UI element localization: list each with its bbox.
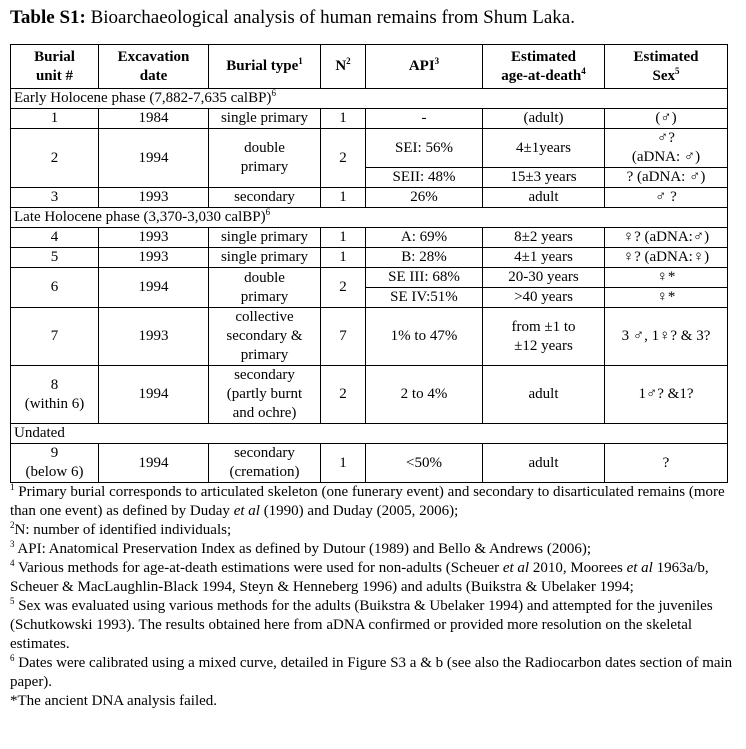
cell-date: 1994	[99, 129, 209, 188]
header-row	[11, 45, 728, 89]
table-row	[11, 188, 728, 208]
footnote-1: $^1$ Primary burial corresponds to articulated skeleton (one funerary event) and secondary to disarticulated remains (more than one event) as defined by Duday et al (1990) and Duday (2005, 2006);	[10, 482, 725, 519]
cell-age: from ±1 to ±12 years	[483, 308, 605, 366]
cell-date: 1993	[99, 248, 209, 268]
cell-api: SE III: 68%	[366, 268, 483, 288]
cell-age: adult	[483, 444, 605, 483]
caption-label: Table S1:	[10, 7, 86, 28]
header-excavation-date: Excavation date	[99, 45, 209, 89]
table-caption	[10, 6, 575, 30]
cell-type: double primary	[209, 268, 321, 308]
header-age-at-death: Estimated age-at-death$^4$	[483, 45, 605, 89]
cell-age: 15±3 years	[483, 168, 605, 188]
cell-api: A: 69%	[366, 228, 483, 248]
header-api: API$^3$	[366, 45, 483, 89]
cell-age: 8±2 years	[483, 228, 605, 248]
cell-sex: ?	[605, 444, 728, 483]
cell-api: SEI: 56%	[366, 129, 483, 168]
cell-age: adult	[483, 188, 605, 208]
cell-type: secondary (cremation)	[209, 444, 321, 483]
footnote-6: $^6$ Dates were calibrated using a mixed curve, detailed in Figure S3 a & b (see also the Radiocarbon dates section of main paper).	[10, 653, 733, 690]
cell-type: single primary	[209, 248, 321, 268]
cell-age: 20-30 years	[483, 268, 605, 288]
footnote-2: $^2$N: number of identified individuals;	[10, 520, 232, 538]
phase-row-late	[11, 208, 728, 228]
footnote-5: $^5$ Sex was evaluated using various methods for the adults (Buikstra & Ubelaker 1994) and attempted for the juveniles (Schutkowski 1993). The results obtained here from aDNA confirmed or provided more resolution on the skeletal estimates.	[10, 596, 713, 652]
cell-sex: ? (aDNA: ♂)	[605, 168, 728, 188]
cell-api: 26%	[366, 188, 483, 208]
caption-text: Bioarchaeological analysis of human remains from Shum Laka.	[85, 7, 575, 28]
cell-api: -	[366, 109, 483, 129]
cell-unit: 8 (within 6)	[11, 366, 99, 424]
cell-sex: ♀*	[605, 288, 728, 308]
header-sex: Estimated Sex$^5$	[605, 45, 728, 89]
cell-n: 1	[321, 228, 366, 248]
cell-date: 1994	[99, 268, 209, 308]
table-footnotes	[10, 483, 735, 711]
cell-date: 1994	[99, 444, 209, 483]
cell-type: single primary	[209, 228, 321, 248]
cell-date: 1993	[99, 228, 209, 248]
cell-type: collective secondary & primary	[209, 308, 321, 366]
cell-date: 1984	[99, 109, 209, 129]
cell-sex: ♀*	[605, 268, 728, 288]
cell-sex: ♀? (aDNA:♀)	[605, 248, 728, 268]
phase-undated-label: Undated	[11, 424, 728, 444]
header-burial-type: Burial type$^1$	[209, 45, 321, 89]
cell-age: >40 years	[483, 288, 605, 308]
cell-type: secondary	[209, 188, 321, 208]
cell-n: 2	[321, 366, 366, 424]
cell-sex: 1♂? &1?	[605, 366, 728, 424]
cell-date: 1994	[99, 366, 209, 424]
table-row	[11, 228, 728, 248]
cell-n: 1	[321, 188, 366, 208]
cell-sex: ♂ ?	[605, 188, 728, 208]
cell-api: SE IV:51%	[366, 288, 483, 308]
footnote-4: $^4$ Various methods for age-at-death estimations were used for non-adults (Scheuer et al 2010, Moorees et al 1963a/b, Scheuer & MacLaughlin-Black 1994, Steyn & Henneberg 1996) and adults (Buikstra & Ubelaker 1994;	[10, 558, 709, 595]
cell-n: 1	[321, 248, 366, 268]
phase-late-label: Late Holocene phase (3,370-3,030 calBP)$^6$	[11, 208, 728, 228]
cell-date: 1993	[99, 188, 209, 208]
cell-unit: 9 (below 6)	[11, 444, 99, 483]
cell-unit: 7	[11, 308, 99, 366]
cell-n: 1	[321, 109, 366, 129]
cell-type: double primary	[209, 129, 321, 188]
cell-unit: 3	[11, 188, 99, 208]
phase-row-early	[11, 89, 728, 109]
cell-sex: 3 ♂, 1♀? & 3?	[605, 308, 728, 366]
cell-n: 2	[321, 129, 366, 188]
table-row	[11, 109, 728, 129]
cell-api: SEII: 48%	[366, 168, 483, 188]
phase-early-label: Early Holocene phase (7,882-7,635 calBP)$^6$	[11, 89, 728, 109]
footnote-3: $^3$ API: Anatomical Preservation Index as defined by Dutour (1989) and Bello & Andrews (2006);	[10, 539, 592, 557]
cell-api: <50%	[366, 444, 483, 483]
cell-unit: 4	[11, 228, 99, 248]
cell-sex: ♂? (aDNA: ♂)	[605, 129, 728, 168]
cell-age: 4±1years	[483, 129, 605, 168]
cell-n: 7	[321, 308, 366, 366]
table-row	[11, 129, 728, 168]
cell-age: 4±1 years	[483, 248, 605, 268]
cell-age: (adult)	[483, 109, 605, 129]
cell-api: B: 28%	[366, 248, 483, 268]
header-n: $N^2$	[321, 45, 366, 89]
cell-api: 2 to 4%	[366, 366, 483, 424]
cell-type: single primary	[209, 109, 321, 129]
cell-n: 2	[321, 268, 366, 308]
table-row	[11, 308, 728, 366]
cell-n: 1	[321, 444, 366, 483]
cell-api: 1% to 47%	[366, 308, 483, 366]
cell-date: 1993	[99, 308, 209, 366]
cell-age: adult	[483, 366, 605, 424]
table-row	[11, 248, 728, 268]
burial-table	[10, 44, 728, 483]
cell-unit: 1	[11, 109, 99, 129]
footnote-7: *The ancient DNA analysis failed.	[10, 693, 218, 709]
cell-unit: 5	[11, 248, 99, 268]
cell-unit: 2	[11, 129, 99, 188]
header-burial-unit: Burial unit #	[11, 45, 99, 89]
cell-type: secondary (partly burnt and ochre)	[209, 366, 321, 424]
table-row	[11, 444, 728, 483]
cell-sex: (♂)	[605, 109, 728, 129]
cell-unit: 6	[11, 268, 99, 308]
table-row	[11, 268, 728, 288]
cell-sex: ♀? (aDNA:♂)	[605, 228, 728, 248]
table-row	[11, 366, 728, 424]
phase-row-undated	[11, 424, 728, 444]
